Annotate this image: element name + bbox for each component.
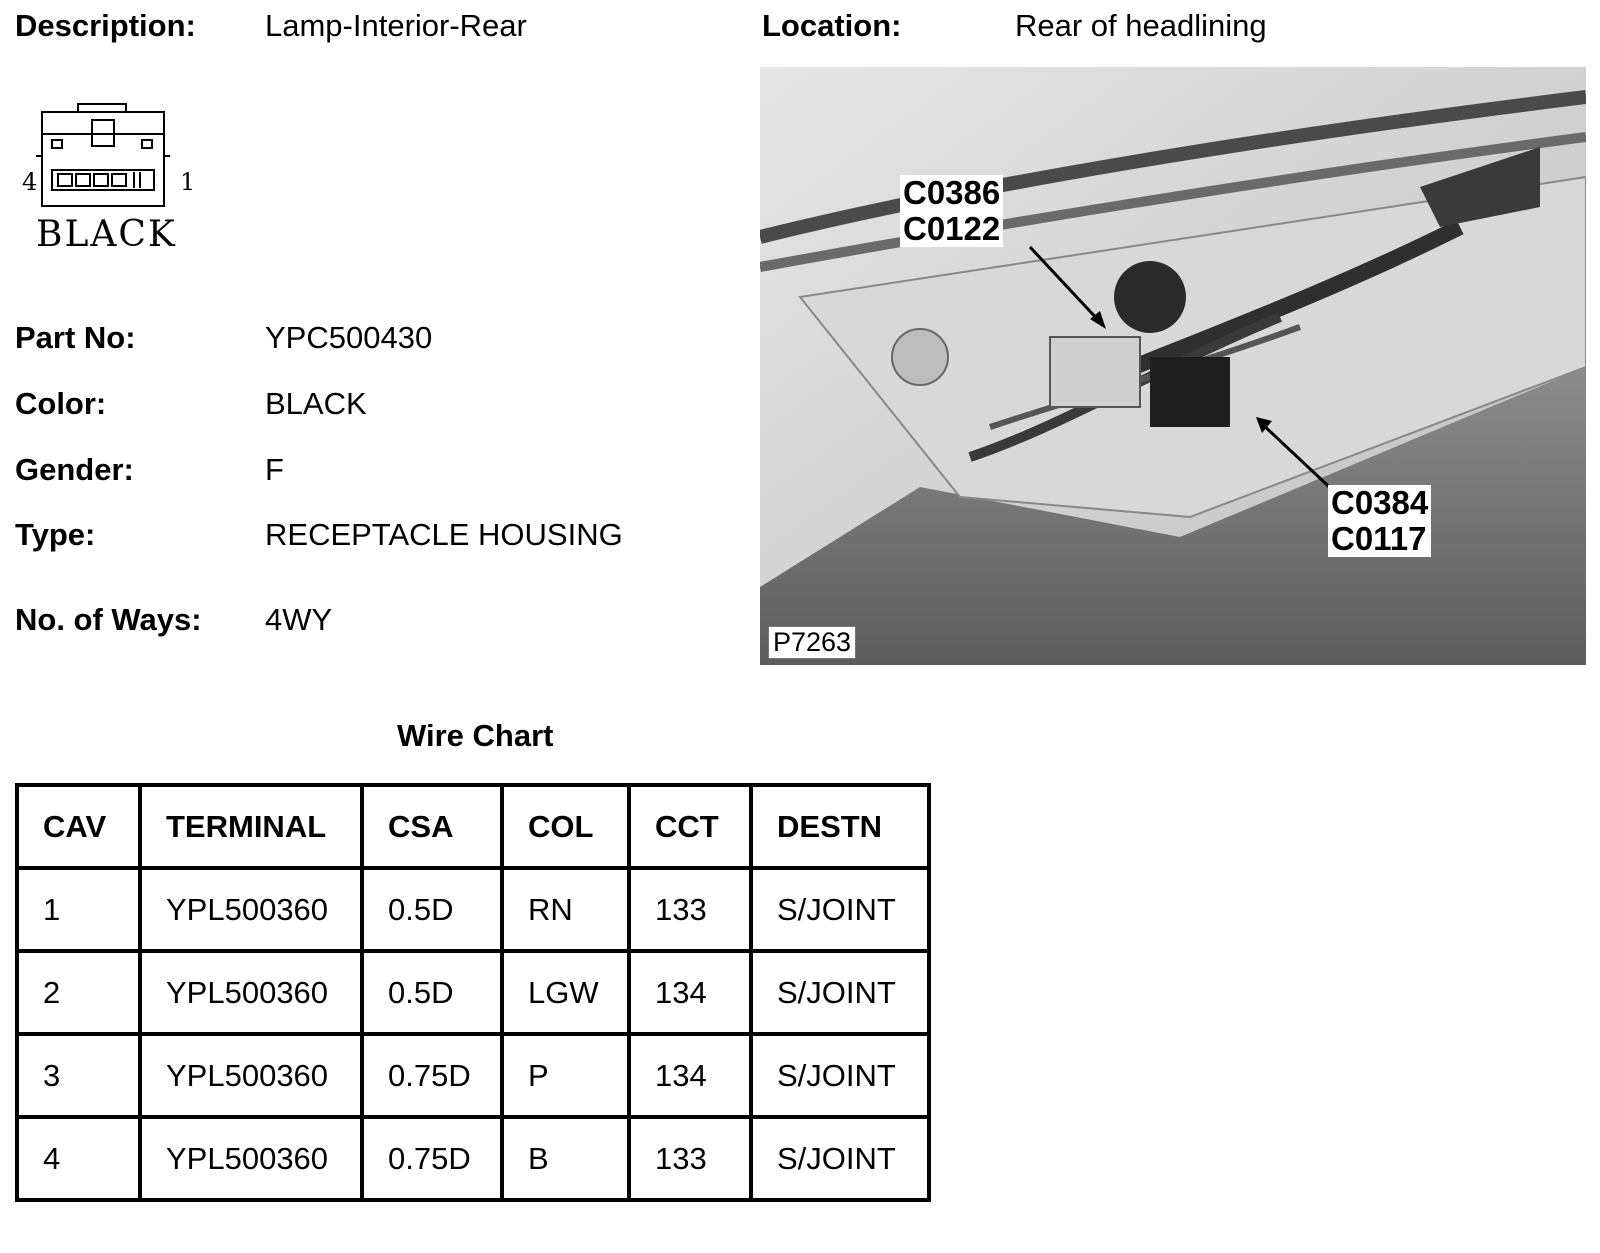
wire-chart-table <box>15 783 931 1202</box>
cell-csa: 0.5D <box>362 868 502 951</box>
wire-chart-title: Wire Chart <box>397 718 554 753</box>
gender-label: Gender: <box>15 452 134 487</box>
table-row <box>17 951 929 1034</box>
column-header-col: COL <box>502 785 629 868</box>
headlining-photo-illustration <box>760 67 1586 665</box>
cell-col: LGW <box>502 951 629 1034</box>
cell-cav: 2 <box>17 951 140 1034</box>
cell-terminal: YPL500360 <box>140 1117 362 1200</box>
part-no-value: YPC500430 <box>265 320 433 355</box>
cell-destn: S/JOINT <box>751 1117 929 1200</box>
cell-cct: 133 <box>629 1117 751 1200</box>
gender-value: F <box>265 452 284 487</box>
callout-lower-line-2: C0117 <box>1331 520 1427 557</box>
type-value: RECEPTACLE HOUSING <box>265 517 623 552</box>
cell-col: RN <box>502 868 629 951</box>
cell-col: P <box>502 1034 629 1117</box>
column-header-cav: CAV <box>17 785 140 868</box>
callout-upper <box>900 175 1003 247</box>
color-value: BLACK <box>265 386 367 421</box>
callout-lower-line-1: C0384 <box>1331 484 1429 521</box>
table-header-row <box>17 785 929 868</box>
table-row <box>17 1117 929 1200</box>
column-header-csa: CSA <box>362 785 502 868</box>
location-value: Rear of headlining <box>1015 8 1267 43</box>
cell-destn: S/JOINT <box>751 1034 929 1117</box>
callout-upper-line-1: C0386 <box>903 174 1001 211</box>
color-label: Color: <box>15 386 107 421</box>
cell-cav: 4 <box>17 1117 140 1200</box>
location-photo <box>760 67 1586 665</box>
connector-pin-4-label: 4 <box>22 168 38 196</box>
connector-pin-1-label: 1 <box>180 168 196 196</box>
description-value: Lamp-Interior-Rear <box>265 8 527 43</box>
cell-cct: 134 <box>629 951 751 1034</box>
table-row <box>17 868 929 951</box>
part-no-label: Part No: <box>15 320 136 355</box>
location-label: Location: <box>762 8 902 43</box>
cell-cav: 3 <box>17 1034 140 1117</box>
cell-col: B <box>502 1117 629 1200</box>
cell-terminal: YPL500360 <box>140 951 362 1034</box>
callout-upper-line-2: C0122 <box>903 210 1001 247</box>
cell-cct: 134 <box>629 1034 751 1117</box>
type-label: Type: <box>15 517 96 552</box>
cell-csa: 0.75D <box>362 1034 502 1117</box>
ways-label: No. of Ways: <box>15 602 202 637</box>
connector-color-label: BLACK <box>36 214 177 255</box>
table-row <box>17 1034 929 1117</box>
photo-reference-id: P7263 <box>768 626 856 659</box>
description-label: Description: <box>15 8 196 43</box>
cell-terminal: YPL500360 <box>140 1034 362 1117</box>
cell-csa: 0.75D <box>362 1117 502 1200</box>
column-header-terminal: TERMINAL <box>140 785 362 868</box>
column-header-destn: DESTN <box>751 785 929 868</box>
connector-face-diagram <box>22 100 202 260</box>
ways-value: 4WY <box>265 602 333 637</box>
cell-destn: S/JOINT <box>751 868 929 951</box>
cell-cct: 133 <box>629 868 751 951</box>
cell-destn: S/JOINT <box>751 951 929 1034</box>
column-header-cct: CCT <box>629 785 751 868</box>
cell-cav: 1 <box>17 868 140 951</box>
cell-csa: 0.5D <box>362 951 502 1034</box>
cell-terminal: YPL500360 <box>140 868 362 951</box>
callout-lower <box>1328 485 1431 557</box>
